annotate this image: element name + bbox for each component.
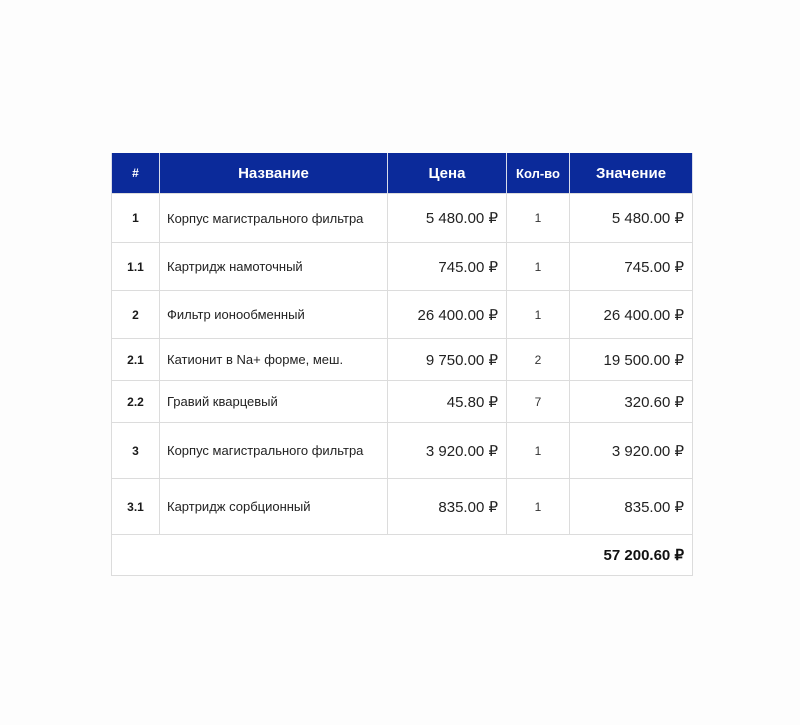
item-qty: 1 [507,243,570,291]
item-name: Корпус магистрального фильтра [160,423,388,479]
table-header-row [112,153,693,194]
item-name: Картридж намоточный [160,243,388,291]
table-row [112,423,693,479]
item-name: Корпус магистрального фильтра [160,194,388,243]
grand-total: 57 200.60 ₽ [112,535,693,576]
item-price: 3 920.00 ₽ [388,423,507,479]
item-price: 745.00 ₽ [388,243,507,291]
column-header-name: Название [160,153,388,194]
item-value: 320.60 ₽ [570,381,693,423]
column-header-qty: Кол-во [507,153,570,194]
column-header-num: # [112,153,160,194]
column-header-price: Цена [388,153,507,194]
row-number: 3.1 [112,479,160,535]
row-number: 3 [112,423,160,479]
item-value: 3 920.00 ₽ [570,423,693,479]
item-name: Фильтр ионообменный [160,291,388,339]
item-value: 835.00 ₽ [570,479,693,535]
item-price: 26 400.00 ₽ [388,291,507,339]
item-value: 5 480.00 ₽ [570,194,693,243]
table-row [112,194,693,243]
table-row [112,381,693,423]
row-number: 2 [112,291,160,339]
item-value: 745.00 ₽ [570,243,693,291]
table-row [112,479,693,535]
item-price: 45.80 ₽ [388,381,507,423]
item-qty: 1 [507,194,570,243]
table-row [112,291,693,339]
row-number: 2.1 [112,339,160,381]
item-price: 5 480.00 ₽ [388,194,507,243]
table-row [112,243,693,291]
row-number: 2.2 [112,381,160,423]
item-value: 26 400.00 ₽ [570,291,693,339]
item-price: 9 750.00 ₽ [388,339,507,381]
item-price: 835.00 ₽ [388,479,507,535]
total-row [112,535,693,576]
row-number: 1.1 [112,243,160,291]
item-name: Катионит в Na+ форме, меш. [160,339,388,381]
column-header-value: Значение [570,153,693,194]
item-name: Гравий кварцевый [160,381,388,423]
estimate-table [111,153,693,576]
estimate-table-container [111,153,692,576]
item-value: 19 500.00 ₽ [570,339,693,381]
row-number: 1 [112,194,160,243]
item-qty: 1 [507,479,570,535]
item-qty: 1 [507,291,570,339]
item-name: Картридж сорбционный [160,479,388,535]
table-row [112,339,693,381]
item-qty: 1 [507,423,570,479]
item-qty: 2 [507,339,570,381]
item-qty: 7 [507,381,570,423]
